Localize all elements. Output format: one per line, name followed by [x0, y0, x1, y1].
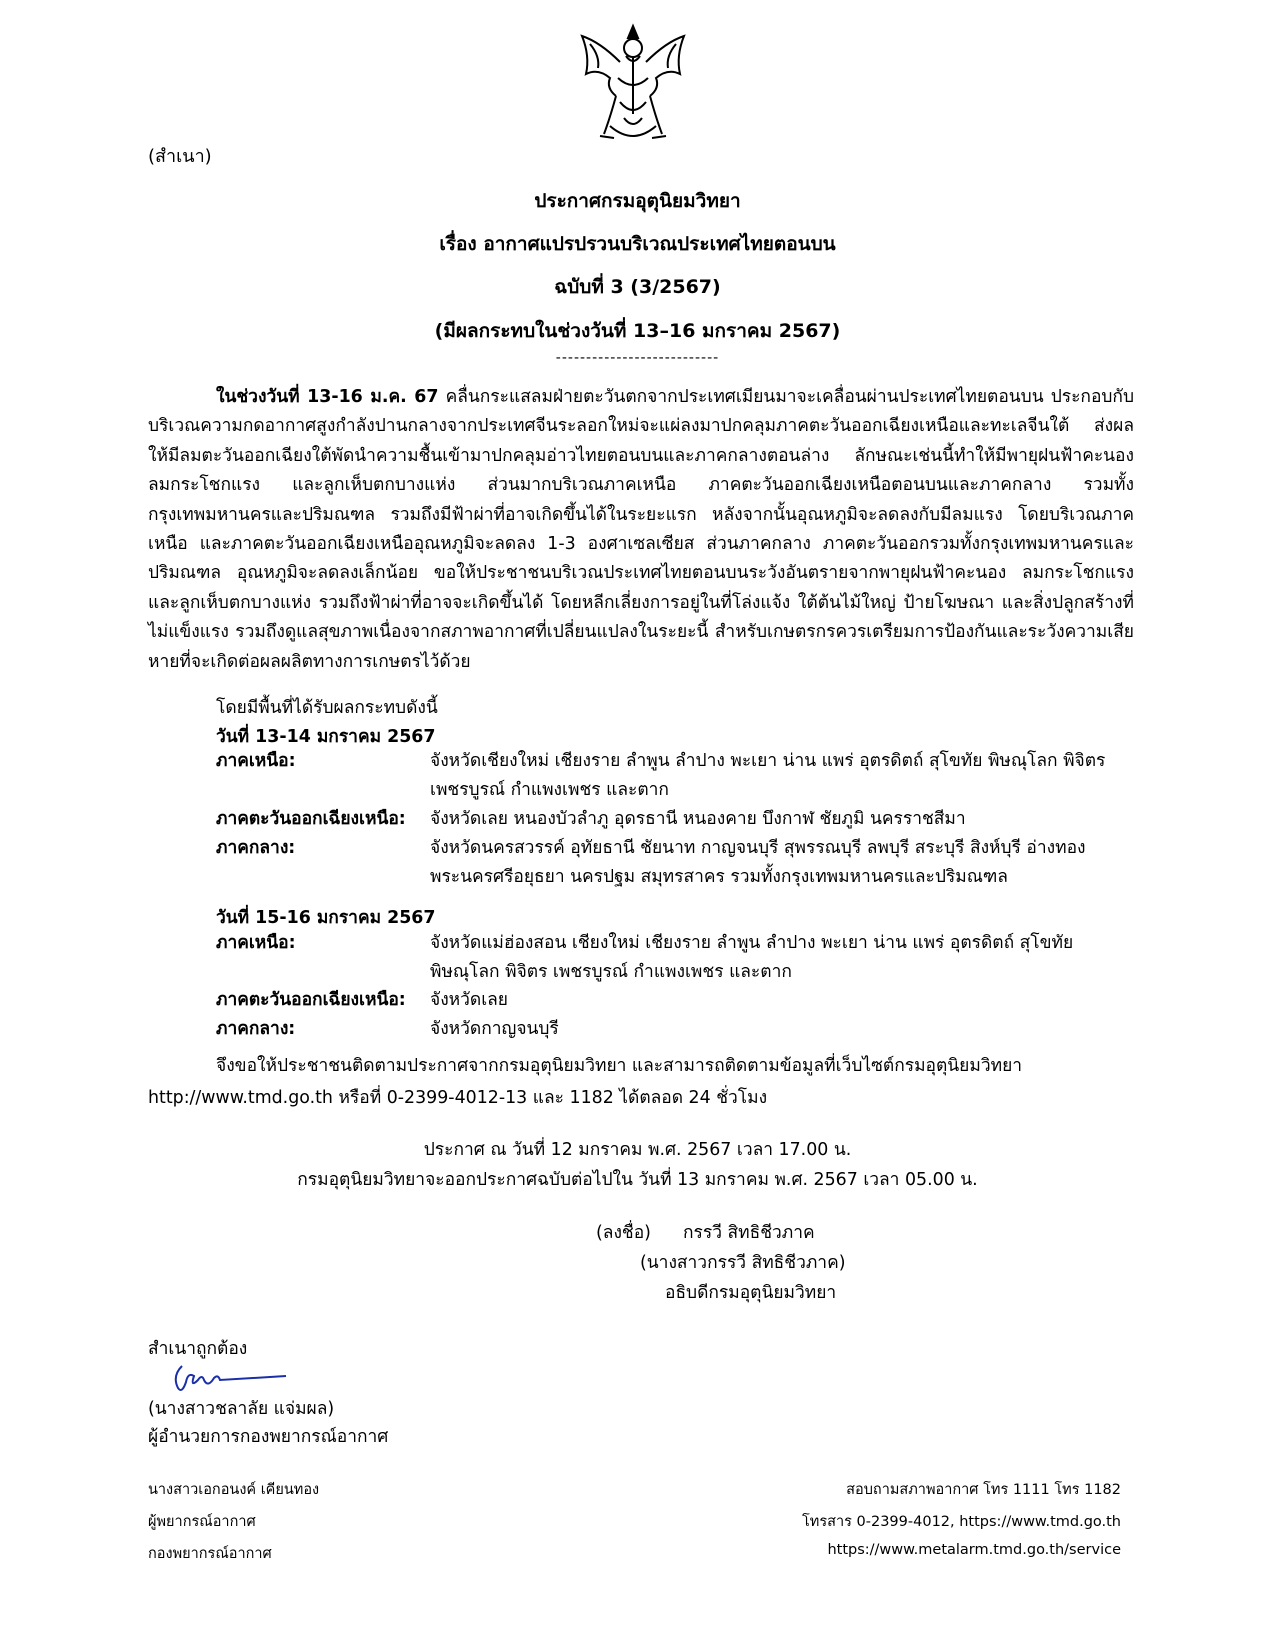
region-row [216, 834, 1134, 892]
certifier-name: (นางสาวชลาลัย แจ่มผล) [148, 1399, 335, 1419]
region-provinces: จังหวัดกาญจนบุรี [430, 1019, 559, 1039]
region-row [216, 1015, 1134, 1045]
region-name: ภาคตะวันออกเฉียงเหนือ: [216, 809, 406, 829]
certifier-position: ผู้อำนวยการกองพยากรณ์อากาศ [148, 1427, 389, 1447]
certified-label: สำเนาถูกต้อง [148, 1339, 248, 1359]
body-paragraph [148, 383, 1134, 677]
region-name: ภาคกลาง: [216, 838, 296, 858]
affected-intro: โดยมีพื้นที่ได้รับผลกระทบดังนี้ [216, 698, 438, 718]
copy-label: (สำเนา) [148, 146, 212, 167]
document-subject: เรื่อง อากาศแปรปรวนบริเวณประเทศไทยตอนบน [439, 233, 836, 255]
document-title-line1: ประกาศกรมอุตุนิยมวิทยา [534, 190, 741, 212]
signed-label: (ลงชื่อ) [596, 1223, 651, 1243]
effect-period: (มีผลกระทบในช่วงวันที่ 13–16 มกราคม 2567) [434, 320, 841, 342]
region-row [216, 747, 1134, 805]
announce-date: ประกาศ ณ วันที่ 12 มกราคม พ.ศ. 2567 เวลา 17.00 น. [423, 1140, 852, 1160]
region-name: ภาคเหนือ: [216, 933, 296, 953]
region-provinces: จังหวัดเลย หนองบัวลำภู อุดรธานี หนองคาย บึงกาฬ ชัยภูมิ นครราชสีมา [430, 809, 966, 829]
region-provinces: จังหวัดแม่ฮ่องสอน เชียงใหม่ เชียงราย ลำพูน ลำปาง พะเยา น่าน แพร่ อุตรดิตถ์ สุโขทัย พิษณุโลก พิจิตร เพชรบูรณ์ กำแพงเพชร และตาก [430, 933, 1074, 983]
region-row [216, 805, 1134, 835]
footer-contact-fax: โทรสาร 0-2399-4012, https://www.tmd.go.th [802, 1514, 1121, 1530]
body-lead: ในช่วงวันที่ 13-16 ม.ค. 67 [216, 387, 439, 407]
footer-service-link[interactable]: https://www.metalarm.tmd.go.th/service [827, 1542, 1121, 1558]
footer-left-division: กองพยากรณ์อากาศ [148, 1546, 272, 1562]
body-text: คลื่นกระแสลมฝ่ายตะวันตกจากประเทศเมียนมาจะเคลื่อนผ่านประเทศไทยตอนบน ประกอบกับบริเวณความกดอากาศสูงกำลังปานกลางจากประเทศจีนระลอกใหม่จะแผ่ลงมาปกคลุมภาคตะวันออกเฉียงเหนือและทะเลจีนใต้ ส่งผลให้มีลมตะวันออกเฉียงใต้พัดนำความชื้นเข้ามาปกคลุมอ่าวไทยตอนบนและภาคกลางตอนล่าง ลักษณะเช่นนี้ทำให้มีพายุฝนฟ้าคะนอง ลมกระโชกแรง และลูกเห็บตกบางแห่ง ส่วนมากบริเวณภาคเหนือ ภาคตะวันออกเฉียงเหนือตอนบนและภาคกลาง รวมทั้งกรุงเทพมหานครและปริมณฑล รวมถึงมีฟ้าผ่าที่อาจเกิดขึ้นได้ในระยะแรก หลังจากนั้นอุณหภูมิจะลดลงกับมีลมแรง โดยบริเวณภาคเหนือ และภาคตะวันออกเฉียงเหนืออุณหภูมิจะลดลง 1-3 องศาเซลเซียส ส่วนภาคกลาง ภาคตะวันออกรวมทั้งกรุงเทพมหานครและปริมณฑล อุณหภูมิจะลดลงเล็กน้อย ขอให้ประชาชนบริเวณประเทศไทยตอนบนระวังอันตรายจากพายุฝนฟ้าคะนอง ลมกระโชกแรง และลูกเห็บตกบางแห่ง รวมถึงฟ้าผ่าที่อาจจะเกิดขึ้นได้ โดยหลีกเลี่ยงการอยู่ในที่โล่งแจ้ง ใต้ต้นไม้ใหญ่ ป้ายโฆษณา และสิ่งปลูกสร้างที่ไม่แข็งแรง รวมถึงดูแลสุขภาพเนื่องจากสภาพอากาศที่เปลี่ยนแปลงในระยะนี้ สำหรับเกษตรกรควรเตรียมการป้องกันและระวังความเสียหายที่จะเกิดต่อผลผลิตทางการเกษตรไว้ด้วย [148, 387, 1134, 672]
next-announcement: กรมอุตุนิยมวิทยาจะออกประกาศฉบับต่อไปใน วันที่ 13 มกราคม พ.ศ. 2567 เวลา 05.00 น. [297, 1170, 978, 1190]
region-row [216, 929, 1134, 987]
region-provinces: จังหวัดเลย [430, 990, 508, 1010]
handwritten-signature [168, 1358, 288, 1398]
region-row [216, 986, 1134, 1016]
footer-left-position: ผู้พยากรณ์อากาศ [148, 1514, 256, 1530]
signer-position: อธิบดีกรมอุตุนิยมวิทยา [665, 1283, 837, 1303]
separator: --------------------------- [555, 350, 720, 366]
garuda-emblem [570, 22, 696, 146]
region-name: ภาคตะวันออกเฉียงเหนือ: [216, 990, 406, 1010]
region-name: ภาคเหนือ: [216, 751, 296, 771]
region-name: ภาคกลาง: [216, 1019, 296, 1039]
closing-text: จึงขอให้ประชาชนติดตามประกาศจากกรมอุตุนิยมวิทยา และสามารถติดตามข้อมูลที่เว็บไซต์กรมอุตุนิยมวิทยา http://www.tmd.go.th หรือที่ 0-2399-4012-13 และ 1182 ได้ตลอด 24 ชั่วโมง [148, 1056, 1023, 1108]
closing-paragraph [148, 1050, 1134, 1114]
footer-left-name: นางสาวเอกอนงค์ เคียนทอง [148, 1482, 320, 1498]
region-provinces: จังหวัดเชียงใหม่ เชียงราย ลำพูน ลำปาง พะเยา น่าน แพร่ อุตรดิตถ์ สุโขทัย พิษณุโลก พิจิตร เพชรบูรณ์ กำแพงเพชร และตาก [430, 751, 1106, 801]
region-provinces: จังหวัดนครสวรรค์ อุทัยธานี ชัยนาท กาญจนบุรี สุพรรณบุรี ลพบุรี สระบุรี สิงห์บุรี อ่างทอง พระนครศรีอยุธยา นครปฐม สมุทรสาคร รวมทั้งกรุงเทพมหานครและปริมณฑล [430, 838, 1086, 888]
signer-full-name: (นางสาวกรรวี สิทธิชีวภาค) [640, 1253, 846, 1273]
signed-name: กรรวี สิทธิชีวภาค [683, 1223, 815, 1243]
period-date: วันที่ 15-16 มกราคม 2567 [216, 908, 436, 928]
footer-contact-phone: สอบถามสภาพอากาศ โทร 1111 โทร 1182 [846, 1482, 1121, 1498]
period-date: วันที่ 13-14 มกราคม 2567 [216, 727, 436, 747]
issue-number: ฉบับที่ 3 (3/2567) [554, 276, 721, 298]
